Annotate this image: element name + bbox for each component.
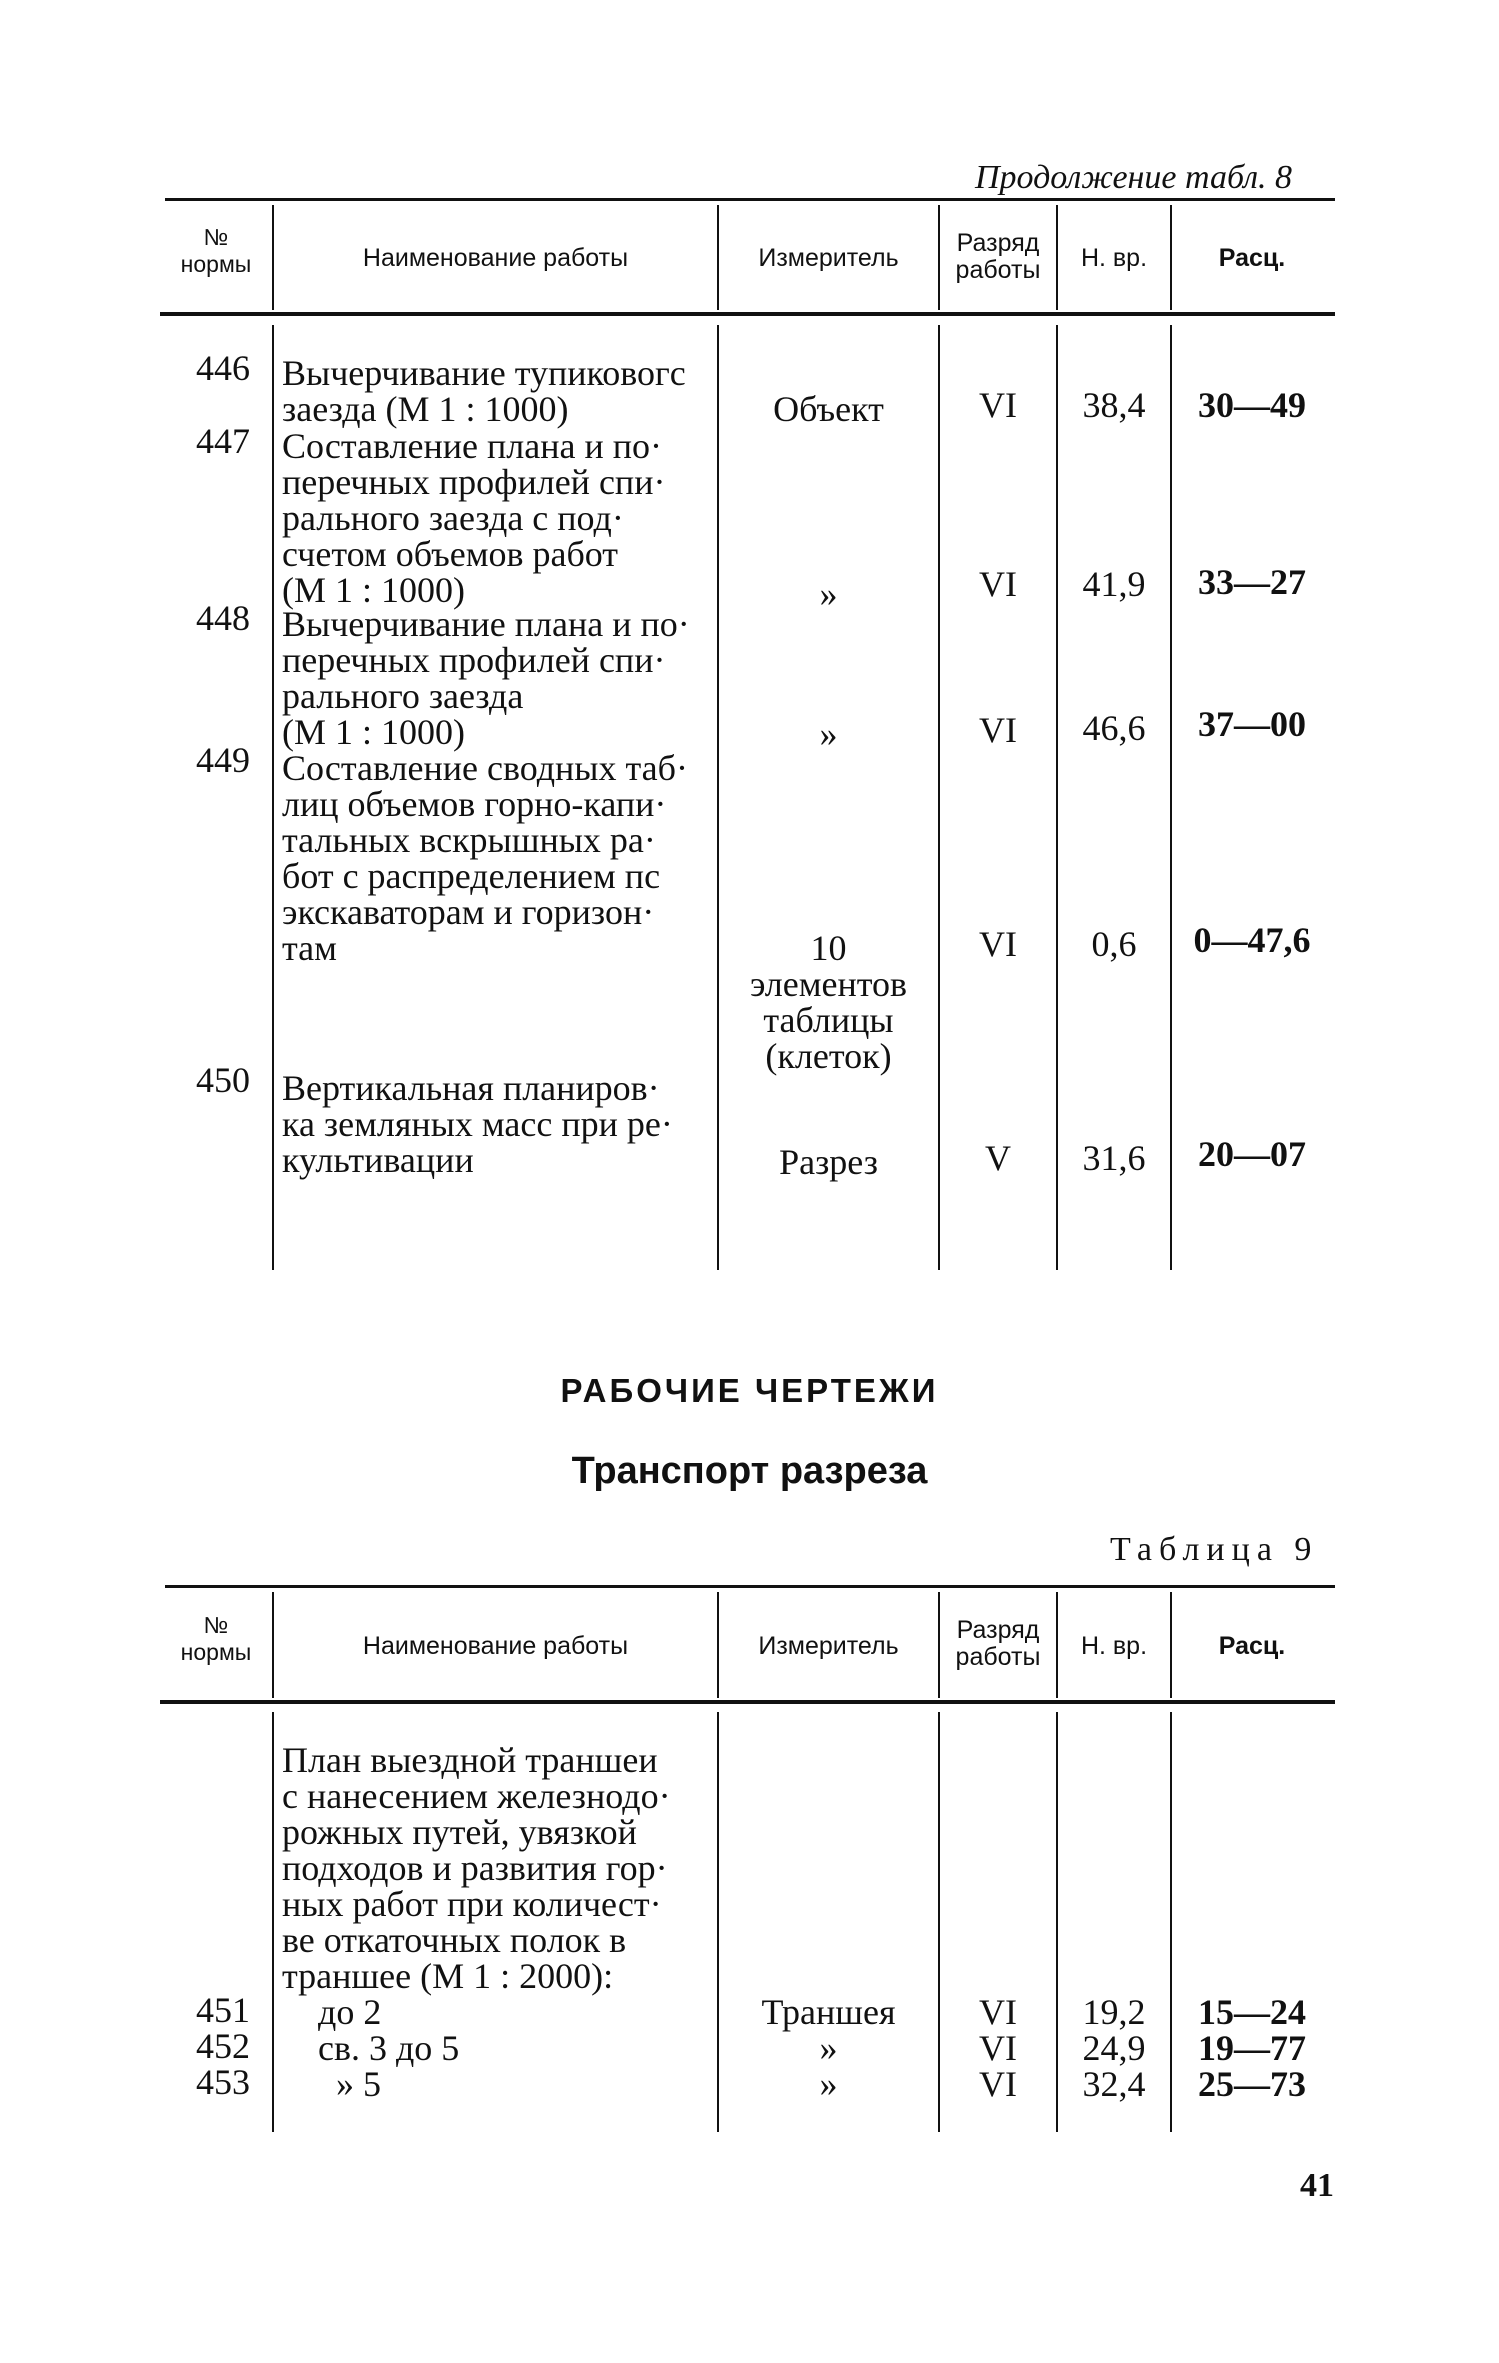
row-name-line: (М 1 : 1000) — [282, 570, 465, 610]
row-time: 31,6 — [1082, 1138, 1146, 1178]
row-time: 38,4 — [1082, 385, 1146, 425]
table9-header-rule — [160, 1700, 1335, 1704]
row-grade: VI — [979, 385, 1017, 425]
intro-line: подходов и развития гор· — [282, 1848, 668, 1888]
row-rate: 20—07 — [1198, 1134, 1306, 1174]
row-num: 452 — [196, 2026, 250, 2066]
row-name-line: перечных профилей спи· — [282, 640, 666, 680]
intro-line: ных работ при количест· — [282, 1884, 662, 1924]
row-name-line: лиц объемов горно-капи· — [282, 784, 667, 824]
table8-header-rule — [160, 312, 1335, 316]
t9-header-name: Наименование работы — [362, 1632, 629, 1660]
row-name-line: перечных профилей спи· — [282, 462, 666, 502]
row-rate: 15—24 — [1198, 1992, 1306, 2032]
row-grade: V — [985, 1138, 1011, 1178]
row-rate: 37—00 — [1198, 704, 1306, 744]
row-grade: VI — [979, 564, 1017, 604]
row-name-line: счетом объемов работ — [282, 534, 619, 574]
row-name-line: Составление плана и по· — [282, 426, 662, 466]
row-rate: 30—49 — [1198, 385, 1306, 425]
row-name-line: Вычерчивание плана и по· — [282, 604, 690, 644]
row-grade: VI — [979, 710, 1017, 750]
row-unit: » — [819, 574, 838, 614]
intro-line: траншее (М 1 : 2000): — [282, 1956, 614, 1996]
intro-line: рожных путей, увязкой — [282, 1812, 637, 1852]
row-name-line: (М 1 : 1000) — [282, 712, 465, 752]
row-unit: Траншея — [761, 1992, 896, 2032]
t8-header-rate: Расц. — [1218, 244, 1286, 272]
row-unit: Объект — [773, 389, 884, 429]
row-num: 447 — [196, 421, 250, 461]
t8-body-divider-3 — [938, 325, 940, 1270]
row-name-line: бот с распределением пс — [282, 856, 661, 896]
subsection-title: Транспорт разреза — [571, 1450, 928, 1492]
t9-header-time: Н. вр. — [1080, 1632, 1148, 1660]
row-rate: 19—77 — [1198, 2028, 1306, 2068]
table8-top-rule — [165, 198, 1335, 201]
row-grade: VI — [979, 2028, 1017, 2068]
table9-label: Таблица 9 — [1110, 1531, 1319, 1568]
t9-body-divider-1 — [272, 1712, 274, 2132]
row-grade: VI — [979, 2064, 1017, 2104]
intro-line: ве откаточных полок в — [282, 1920, 627, 1960]
intro-line: с нанесением железнодо· — [282, 1776, 671, 1816]
t9-header-num: № нормы — [180, 1612, 252, 1665]
row-name-line: заезда (М 1 : 1000) — [282, 389, 569, 429]
row-time: 46,6 — [1082, 708, 1146, 748]
row-name: до 2 — [318, 1992, 382, 2032]
row-time: 0,6 — [1091, 924, 1137, 964]
row-unit: » — [819, 2028, 838, 2068]
t8-body-divider-2 — [717, 325, 719, 1270]
row-name-line: экскаваторам и горизон· — [282, 892, 655, 932]
row-name-line: Вертикальная планиров· — [282, 1068, 660, 1108]
row-num: 450 — [196, 1060, 250, 1100]
row-name-line: Вычерчивание тупиковогс — [282, 353, 686, 393]
continuation-label: Продолжение табл. 8 — [975, 159, 1293, 196]
row-time: 24,9 — [1082, 2028, 1146, 2068]
row-name: св. 3 до 5 — [318, 2028, 460, 2068]
section-title: РАБОЧИЕ ЧЕРТЕЖИ — [560, 1372, 939, 1409]
row-name-line: Составление сводных таб· — [282, 748, 688, 788]
row-name-line: культивации — [282, 1140, 474, 1180]
row-name: » 5 — [336, 2064, 381, 2104]
row-name-line: ка земляных масс при ре· — [282, 1104, 673, 1144]
row-time: 19,2 — [1082, 1992, 1146, 2032]
row-rate: 0—47,6 — [1193, 920, 1311, 960]
row-unit: Разрез — [779, 1142, 878, 1182]
row-num: 451 — [196, 1990, 250, 2030]
t9-header-grade: Разряд работы — [955, 1616, 1041, 1671]
row-time: 41,9 — [1082, 564, 1146, 604]
row-name-line: тальных вскрышных ра· — [282, 820, 656, 860]
t8-header-name: Наименование работы — [362, 244, 629, 272]
t8-body-divider-4 — [1056, 325, 1058, 1270]
page-number: 41 — [1300, 2167, 1334, 2204]
t9-header-rate: Расц. — [1218, 1632, 1286, 1660]
row-time: 32,4 — [1082, 2064, 1146, 2104]
row-name-line: рального заезда с под· — [282, 498, 624, 538]
t8-body-divider-5 — [1170, 325, 1172, 1270]
row-name-line: там — [282, 928, 337, 968]
t8-body-divider-1 — [272, 325, 274, 1270]
row-num: 453 — [196, 2062, 250, 2102]
row-unit: 10 элементов таблицы (клеток) — [749, 928, 908, 1076]
intro-line: План выездной траншеи — [282, 1740, 658, 1780]
row-grade: VI — [979, 924, 1017, 964]
t8-header-grade: Разряд работы — [955, 229, 1041, 284]
row-name-line: рального заезда — [282, 676, 524, 716]
t8-header-num: № нормы — [180, 224, 252, 277]
row-unit: » — [819, 2064, 838, 2104]
table9-top-rule — [165, 1585, 1335, 1588]
t8-header-time: Н. вр. — [1080, 244, 1148, 272]
row-grade: VI — [979, 1992, 1017, 2032]
row-unit: » — [819, 714, 838, 754]
row-num: 448 — [196, 598, 250, 638]
row-rate: 25—73 — [1198, 2064, 1306, 2104]
t9-header-unit: Измеритель — [758, 1632, 899, 1660]
row-num: 449 — [196, 740, 250, 780]
row-rate: 33—27 — [1198, 562, 1306, 602]
t8-header-unit: Измеритель — [758, 244, 899, 272]
row-num: 446 — [196, 348, 250, 388]
